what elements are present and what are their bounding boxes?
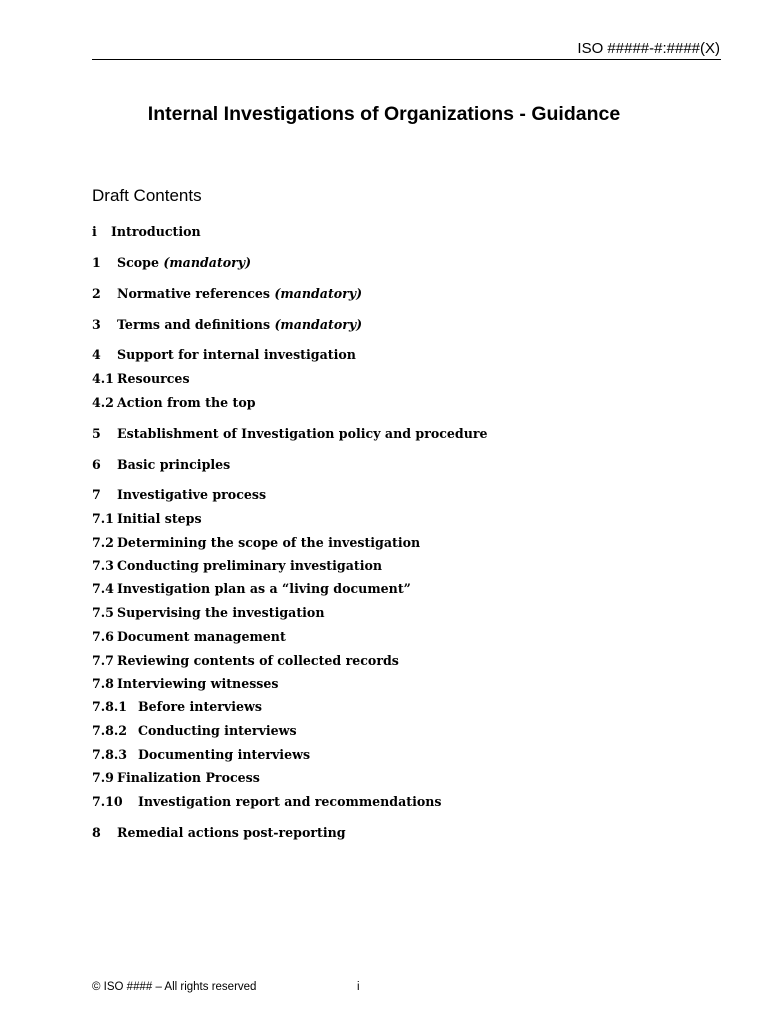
toc-entry [92,347,356,363]
toc-entry [92,255,251,271]
toc-entry [92,605,324,621]
toc-entry-title: Initial steps [117,511,202,526]
toc-entry-note: (mandatory) [274,317,363,332]
toc-entry [92,558,382,574]
toc-entry-title: Reviewing contents of collected records [117,653,399,668]
toc-entry-title: Support for internal investigation [117,347,356,362]
toc-entry-title: Supervising the investigation [117,605,325,620]
toc-entry-note: (mandatory) [163,255,252,270]
toc-entry-number: 7.2 [92,535,114,550]
toc-entry [92,395,256,411]
toc-entry [92,723,297,739]
toc-entry-title: Documenting interviews [138,747,311,762]
toc-entry [92,426,488,442]
toc-entry-number: 7.8 [92,676,114,691]
toc-entry-title: Finalization Process [117,770,260,785]
toc-entry-number: 7.10 [92,794,123,809]
toc-entry [92,487,266,503]
toc-entry-number: 7.9 [92,770,114,785]
toc-entry-title: Resources [117,371,190,386]
toc-entry-number: 7.3 [92,558,114,573]
contents-heading: Draft Contents [92,186,202,205]
toc-entry-number: i [92,224,97,239]
toc-entry-number: 4.2 [92,395,114,410]
toc-entry-number: 8 [92,825,101,840]
toc-entry [92,794,442,810]
toc-entry [92,747,310,763]
toc-entry-number: 6 [92,457,101,472]
toc-entry [92,535,420,551]
toc-entry [92,629,286,645]
toc-entry-title: Remedial actions post-reporting [117,825,346,840]
toc-entry [92,653,399,669]
toc-entry-title: Introduction [111,224,201,239]
toc-entry-number: 5 [92,426,101,441]
toc-entry-number: 4.1 [92,371,114,386]
toc-entry-title: Terms and definitions [117,317,275,332]
toc-entry [92,224,201,240]
toc-entry-number: 4 [92,347,101,362]
toc-entry [92,371,190,387]
document-code: ISO #####-#:####(X) [577,40,720,57]
toc-entry-title: Before interviews [138,699,262,714]
toc-entry-title: Interviewing witnesses [117,676,279,691]
toc-entry-title: Conducting preliminary investigation [117,558,383,573]
toc-entry [92,770,260,786]
toc-entry [92,825,346,841]
toc-entry-title: Action from the top [117,395,256,410]
toc-entry [92,511,202,527]
header-rule [92,59,721,60]
toc-entry-title: Normative references [117,286,275,301]
toc-entry [92,286,362,302]
toc-entry-title: Investigation plan as a “living document” [117,581,411,596]
toc-entry-number: 3 [92,317,101,332]
toc-entry [92,581,411,597]
toc-entry-title: Scope [117,255,164,270]
toc-entry-title: Establishment of Investigation policy and procedure [117,426,488,441]
toc-entry-note: (mandatory) [274,286,363,301]
toc-entry-number: 7.4 [92,581,114,596]
toc-entry-number: 2 [92,286,101,301]
toc-entry-number: 7.5 [92,605,114,620]
toc-entry-title: Basic principles [117,457,231,472]
toc-entry-number: 1 [92,255,101,270]
toc-entry-number: 7.8.3 [92,747,128,762]
toc-entry-title: Determining the scope of the investigation [117,535,421,550]
toc-entry [92,676,279,692]
toc-entry [92,699,262,715]
toc-entry [92,317,362,333]
toc-entry-title: Investigation report and recommendations [138,794,442,809]
toc-entry [92,457,230,473]
toc-entry-title: Document management [117,629,286,644]
toc-entry-number: 7.7 [92,653,114,668]
footer-copyright: © ISO #### – All rights reserved [92,981,257,993]
toc-entry-title: Investigative process [117,487,267,502]
toc-entry-number: 7.8.2 [92,723,128,738]
toc-entry-number: 7.1 [92,511,114,526]
toc-entry-number: 7.8.1 [92,699,128,714]
footer-page-number: i [357,981,360,993]
toc-entry-number: 7 [92,487,101,502]
toc-entry-number: 7.6 [92,629,114,644]
page-title: Internal Investigations of Organizations - Guidance [147,103,621,125]
toc-entry-title: Conducting interviews [138,723,297,738]
